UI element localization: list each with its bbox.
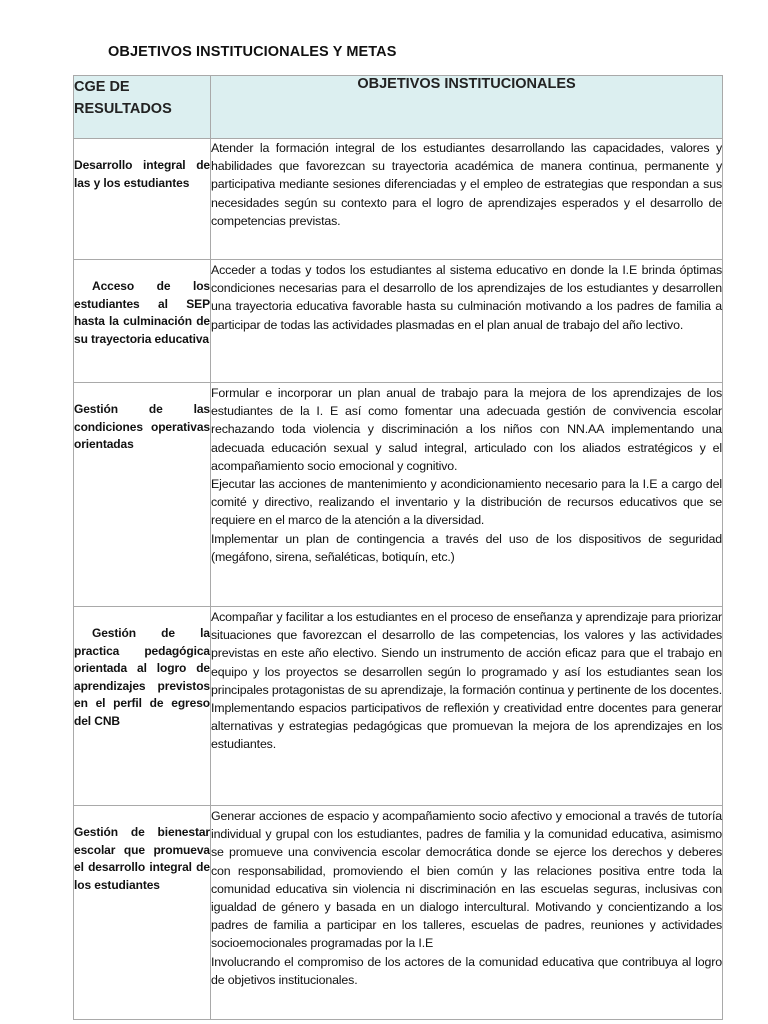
objectives-cell xyxy=(211,139,723,260)
objectives-cell xyxy=(211,806,723,1020)
objective-paragraph: Generar acciones de espacio y acompañamiento socio afectivo y emocional a través de tutoría individual y grupal con los estudiantes, padres de familia y la comunidad educativa, asimismo se promueve una convivencia escolar democrática donde se ejerce los derechos y deberes con responsabilidad, promoviendo el bien común y las relaciones positiva entre toda la comunidad educativa sin violencia ni discriminación en las escuelas seguras, inclusivas con igualdad de género y basada en un dialogo intercultural. Motivando y concientizando a los padres de familia a participar en los talleres, escuelas de padres, reuniones y actividades socioemocionales programadas por la I.E xyxy=(211,809,722,951)
header-cge: CGE DE RESULTADOS xyxy=(74,76,211,139)
objectives-cell xyxy=(211,607,723,806)
table-row xyxy=(74,260,723,383)
objective-paragraph: Formular e incorporar un plan anual de trabajo para la mejora de los aprendizajes de los estudiantes de la I. E así como fomentar una adecuada gestión de convivencia escolar rechazando toda violencia y discriminación a los niños con NN.AA implementando una adecuada educación sexual y salud integral, articulado con los aliados estratégicos y el acompañamiento socio emocional y cognitivo. xyxy=(211,386,722,473)
cge-cell xyxy=(74,607,211,806)
cge-label: Acceso de los estudiantes al SEP hasta la culminación de su trayectoria educativa xyxy=(74,279,210,346)
cge-cell xyxy=(74,260,211,383)
objectives-cell xyxy=(211,260,723,383)
objective-paragraph: Implementar un plan de contingencia a través del uso de los dispositivos de seguridad (megáfono, sirena, señaléticas, botiquín, etc.) xyxy=(211,531,722,564)
objective-paragraph: Ejecutar las acciones de mantenimiento y acondicionamiento necesario para la I.E a cargo del comité y directivo, realizando el inventario y la distribución de recursos educativos que se requiere en el marco de la atención a la diversidad. xyxy=(211,477,722,528)
objectives-table xyxy=(73,75,723,1020)
table-row xyxy=(74,607,723,806)
table-row xyxy=(74,383,723,607)
table-row xyxy=(74,139,723,260)
objective-paragraph: Acceder a todas y todos los estudiantes al sistema educativo en donde la I.E brinda óptimas condiciones necesarias para el desarrollo de los aprendizajes de los estudiantes y desarrollen una trayectoria educativa favorable hasta su culminación motivando a los padres de familia a participar de todas las actividades plasmadas en el plan anual de trabajo del año lectivo. xyxy=(211,263,722,332)
cge-label: Gestión de la practica pedagógica orientada al logro de aprendizajes previstos en el perfil de egreso del CNB xyxy=(74,626,210,728)
cge-label: Gestión de bienestar escolar que promueva el desarrollo integral de los estudiantes xyxy=(74,825,210,892)
page-title: OBJETIVOS INSTITUCIONALES Y METAS xyxy=(108,44,397,60)
table-row xyxy=(74,806,723,1020)
objective-paragraph: Atender la formación integral de los estudiantes desarrollando las capacidades, valores y habilidades que favorezcan su trayectoria académica de manera continua, permanente y participativa mediante sesiones diferenciadas y el empleo de estrategias que respondan a sus necesidades según su contexto para el logro de aprendizajes esperados y el desarrollo de competencias previstas. xyxy=(211,141,722,228)
objectives-cell xyxy=(211,383,723,607)
objective-paragraph: Acompañar y facilitar a los estudiantes en el proceso de enseñanza y aprendizaje para priorizar situaciones que favorezcan el desarrollo de las competencias, los valores y las actividades previstas en este año electivo. Siendo un instrumento de acción eficaz para que el trabajo en equipo y los proyectos se desarrollen según lo programado y así los estudiantes sean los principales protagonistas de su aprendizaje, la formación continua y pertinente de los docentes. Implementando espacios participativos de reflexión y creatividad entre docentes para generar alternativas y estrategias pedagógicas que promuevan la mejora de los aprendizajes en los estudiantes. xyxy=(211,610,722,752)
cge-cell xyxy=(74,806,211,1020)
cge-cell xyxy=(74,139,211,260)
objective-paragraph: Involucrando el compromiso de los actores de la comunidad educativa que contribuya al logro de objetivos institucionales. xyxy=(211,954,722,987)
cge-label: Gestión de las condiciones operativas orientadas xyxy=(74,402,210,451)
table-header-row xyxy=(74,76,723,139)
cge-cell xyxy=(74,383,211,607)
header-objectives: OBJETIVOS INSTITUCIONALES xyxy=(211,76,723,139)
cge-label: Desarrollo integral de las y los estudiantes xyxy=(74,158,210,190)
